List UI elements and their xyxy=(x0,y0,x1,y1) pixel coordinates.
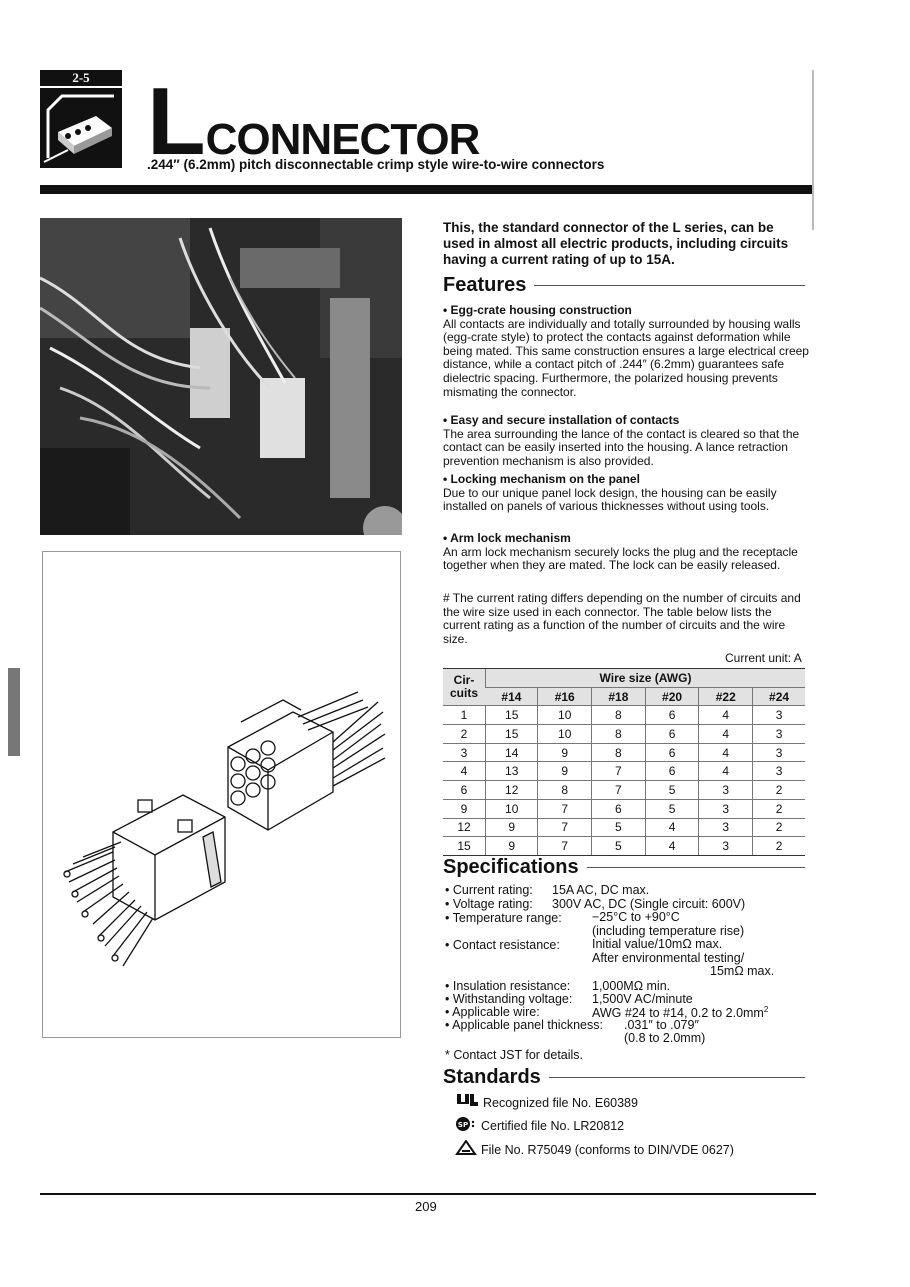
spec-insulation-label: • Insulation resistance: xyxy=(445,979,571,993)
standards-heading-rule xyxy=(549,1077,805,1078)
table-row xyxy=(443,799,805,818)
spec-voltage-label: • Voltage rating: xyxy=(445,897,533,911)
current-value-cell: 4 xyxy=(699,706,753,725)
current-value-cell: 15 xyxy=(486,706,538,725)
spec-current-label: • Current rating: xyxy=(445,883,533,897)
table-row xyxy=(443,762,805,781)
current-value-cell: 8 xyxy=(538,781,592,800)
spec-panel-value: .031″ to .079″ xyxy=(624,1018,699,1032)
current-value-cell: 10 xyxy=(538,725,592,744)
series-logo xyxy=(40,88,122,168)
current-value-cell: 8 xyxy=(592,743,646,762)
features-heading xyxy=(443,274,805,297)
table-row xyxy=(443,706,805,725)
feature-title: • Arm lock mechanism xyxy=(443,531,571,545)
spec-temp-value: −25°C to +90°C xyxy=(592,910,680,924)
features-heading-text: Features xyxy=(443,274,527,296)
feature-body: The area surrounding the lance of the contact is cleared so that the contact can be easily inserted into the housing. A lance retraction prevention mechanism is also provided. xyxy=(443,426,800,468)
feature-title: • Locking mechanism on the panel xyxy=(443,472,640,486)
current-value-cell: 6 xyxy=(592,799,646,818)
current-value-cell: 5 xyxy=(592,837,646,856)
column-header: #22 xyxy=(699,687,753,706)
current-value-cell: 3 xyxy=(753,762,805,781)
spec-voltage-value: 300V AC, DC (Single circuit: 600V) xyxy=(552,897,746,911)
spec-current-value: 15A AC, DC max. xyxy=(552,883,650,897)
feature-item-egg-crate xyxy=(443,304,811,399)
current-value-cell: 2 xyxy=(753,818,805,837)
current-value-cell: 4 xyxy=(645,818,699,837)
standards-heading-text: Standards xyxy=(443,1066,541,1088)
current-value-cell: 9 xyxy=(538,762,592,781)
csa-mark-icon xyxy=(455,1116,477,1135)
circuits-cell: 3 xyxy=(443,743,486,762)
current-value-cell: 3 xyxy=(753,725,805,744)
feature-body: An arm lock mechanism securely locks the plug and the receptacle together when they are mated. The lock can be easily released. xyxy=(443,544,798,573)
current-value-cell: 15 xyxy=(486,725,538,744)
current-value-cell: 7 xyxy=(538,799,592,818)
spec-withstand-value: 1,500V AC/minute xyxy=(592,992,693,1006)
features-heading-rule xyxy=(534,285,805,286)
spec-insulation-value: 1,000MΩ min. xyxy=(592,979,671,993)
spec-panel-value-2: (0.8 to 2.0mm) xyxy=(624,1031,706,1045)
current-value-cell: 4 xyxy=(699,743,753,762)
feature-body: All contacts are individually and totally surrounded by housing walls (egg-crate style) to protect the contacts against deformation while being mated. This same construction ensures a large electrical creep distance, while a contact pitch of .244″ (6.2mm) guarantees safe dielectric spacing. Furthermore, the polarized housing prevents mismating the connector. xyxy=(443,316,809,399)
table-row xyxy=(443,837,805,856)
circuits-cell: 6 xyxy=(443,781,486,800)
column-header: #18 xyxy=(592,687,646,706)
title-word: CONNECTOR xyxy=(205,115,480,164)
current-value-cell: 12 xyxy=(486,781,538,800)
product-photo xyxy=(40,218,402,535)
footer-rule xyxy=(40,1193,816,1195)
spec-temp-label: • Temperature range: xyxy=(445,911,562,925)
connector-drawing xyxy=(42,551,401,1038)
standard-vde-text: File No. R75049 (conforms to DIN/VDE 0627) xyxy=(481,1142,734,1157)
current-value-cell: 3 xyxy=(753,706,805,725)
svg-text:SP: SP xyxy=(457,1121,469,1129)
specifications-heading xyxy=(443,856,805,879)
current-value-cell: 3 xyxy=(699,781,753,800)
circuits-cell: 9 xyxy=(443,799,486,818)
standard-csa xyxy=(455,1116,624,1135)
spec-contact-value: Initial value/10mΩ max. xyxy=(592,937,723,951)
side-tab-marker xyxy=(8,668,20,756)
specifications-heading-text: Specifications xyxy=(443,856,579,878)
section-tag: 2-5 xyxy=(40,70,122,86)
feature-body: Due to our unique panel lock design, the housing can be easily installed on panels of various thicknesses without using tools. xyxy=(443,485,777,514)
circuits-header: Cir-cuits xyxy=(443,669,486,706)
current-rating-table xyxy=(443,668,805,856)
spec-wire-sup: 2 xyxy=(763,1005,769,1014)
table-row xyxy=(443,743,805,762)
current-value-cell: 10 xyxy=(538,706,592,725)
column-header: #24 xyxy=(753,687,805,706)
margin-line xyxy=(812,70,814,230)
current-value-cell: 10 xyxy=(486,799,538,818)
current-value-cell: 7 xyxy=(592,781,646,800)
current-value-cell: 6 xyxy=(645,706,699,725)
current-value-cell: 2 xyxy=(753,799,805,818)
current-value-cell: 5 xyxy=(645,799,699,818)
page-number: 209 xyxy=(415,1199,437,1214)
feature-item-panel-lock xyxy=(443,473,811,514)
intro-text: This, the standard connector of the L series, can be used in almost all electric products, including circuits having a current rating of up to 15A. xyxy=(443,220,789,267)
current-value-cell: 6 xyxy=(645,762,699,781)
current-value-cell: 9 xyxy=(486,818,538,837)
feature-item-arm-lock xyxy=(443,532,811,573)
standard-vde xyxy=(455,1140,734,1159)
circuits-cell: 15 xyxy=(443,837,486,856)
current-rating-note: # The current rating differs depending on the number of circuits and the wire size used in each connector. The table below lists the current rating as a function of the number of circuits and the wire size. xyxy=(443,591,801,646)
table-row xyxy=(443,725,805,744)
standards-heading xyxy=(443,1066,805,1089)
spec-panel-label: • Applicable panel thickness: xyxy=(445,1018,603,1032)
current-unit-label: Current unit: A xyxy=(725,651,802,665)
current-value-cell: 4 xyxy=(699,725,753,744)
feature-title: • Easy and secure installation of contacts xyxy=(443,413,680,427)
standard-csa-text: Certified file No. LR20812 xyxy=(481,1118,625,1133)
current-value-cell: 8 xyxy=(592,706,646,725)
column-header: #14 xyxy=(486,687,538,706)
current-value-cell: 4 xyxy=(645,837,699,856)
spec-contact-value-2: After environmental testing/ xyxy=(592,951,745,965)
current-value-cell: 13 xyxy=(486,762,538,781)
spec-wire-value: AWG #24 to #14, 0.2 to 2.0mm xyxy=(592,1006,764,1021)
standard-ul xyxy=(455,1092,638,1113)
circuits-cell: 2 xyxy=(443,725,486,744)
table-row xyxy=(443,818,805,837)
spec-temp-value-2: (including temperature rise) xyxy=(592,924,745,938)
circuits-cell: 1 xyxy=(443,706,486,725)
wire-size-header: Wire size (AWG) xyxy=(486,669,806,688)
header-bar xyxy=(40,185,813,194)
vde-mark-icon xyxy=(455,1140,477,1159)
contact-note: * Contact JST for details. xyxy=(445,1048,584,1062)
current-value-cell: 3 xyxy=(699,818,753,837)
current-value-cell: 9 xyxy=(486,837,538,856)
circuits-cell: 4 xyxy=(443,762,486,781)
feature-item-installation xyxy=(443,414,811,468)
standard-ul-text: Recognized file No. E60389 xyxy=(483,1095,638,1110)
current-value-cell: 8 xyxy=(592,725,646,744)
feature-title: • Egg-crate housing construction xyxy=(443,303,632,317)
spec-contact-label: • Contact resistance: xyxy=(445,938,560,952)
current-value-cell: 3 xyxy=(699,837,753,856)
current-value-cell: 5 xyxy=(645,781,699,800)
current-value-cell: 3 xyxy=(753,743,805,762)
spec-contact-value-3: 15mΩ max. xyxy=(710,964,775,978)
current-value-cell: 7 xyxy=(592,762,646,781)
column-header: #16 xyxy=(538,687,592,706)
current-value-cell: 9 xyxy=(538,743,592,762)
current-value-cell: 4 xyxy=(699,762,753,781)
current-value-cell: 7 xyxy=(538,837,592,856)
current-value-cell: 7 xyxy=(538,818,592,837)
current-value-cell: 2 xyxy=(753,837,805,856)
spec-wire-label: • Applicable wire: xyxy=(445,1005,540,1019)
page-subtitle: .244″ (6.2mm) pitch disconnectable crimp style wire-to-wire connectors xyxy=(147,157,605,172)
circuits-cell: 12 xyxy=(443,818,486,837)
current-value-cell: 2 xyxy=(753,781,805,800)
table-row xyxy=(443,781,805,800)
current-value-cell: 6 xyxy=(645,725,699,744)
column-header: #20 xyxy=(645,687,699,706)
specifications-heading-rule xyxy=(587,867,805,868)
current-value-cell: 14 xyxy=(486,743,538,762)
ul-mark-icon xyxy=(455,1092,479,1113)
spec-withstand-label: • Withstanding voltage: xyxy=(445,992,573,1006)
current-value-cell: 3 xyxy=(699,799,753,818)
current-value-cell: 6 xyxy=(645,743,699,762)
current-value-cell: 5 xyxy=(592,818,646,837)
title-letter: L xyxy=(147,68,204,175)
